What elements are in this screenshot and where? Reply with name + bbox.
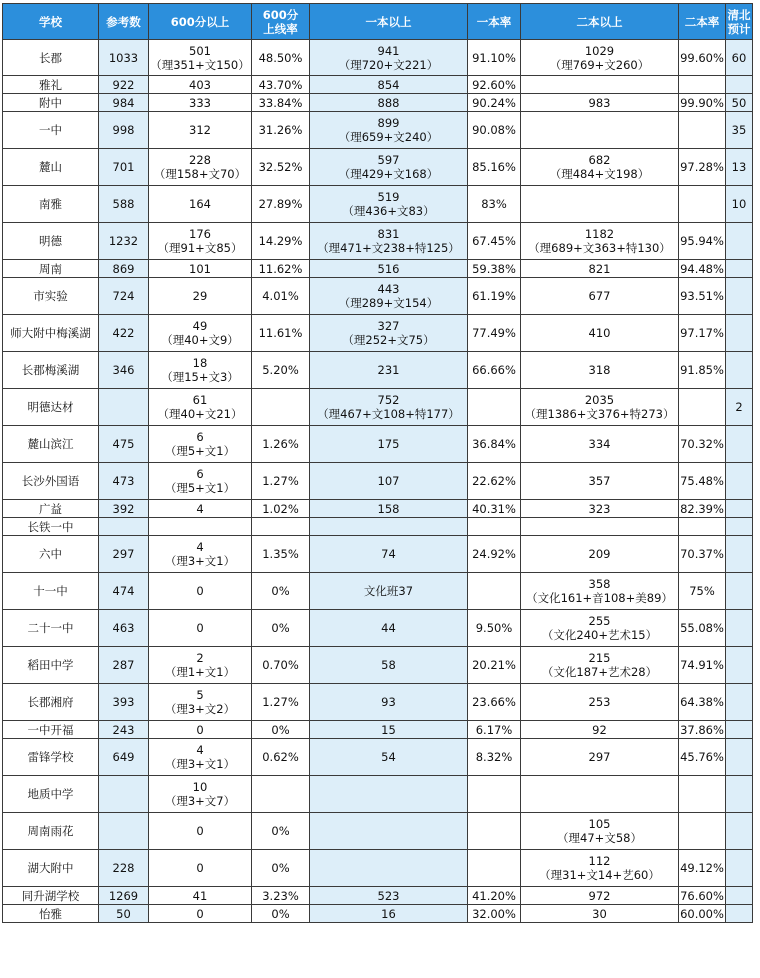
cell-school: 长铁一中 xyxy=(3,518,99,536)
cell-school: 雅礼 xyxy=(3,76,99,94)
cell-tier2-rate xyxy=(679,389,726,426)
cell-tier2-count: 297 xyxy=(521,739,679,776)
cell-tier2-count: 972 xyxy=(521,887,679,905)
table-row xyxy=(3,887,753,905)
cell-tier2-count: 1182 （理689+文363+特130） xyxy=(521,223,679,260)
table-row xyxy=(3,76,753,94)
header-qingbei-estimate: 清北 预计 xyxy=(726,4,753,40)
cell-school: 湖大附中 xyxy=(3,850,99,887)
cell-exam-count: 393 xyxy=(99,684,149,721)
cell-tier1-count: 16 xyxy=(310,905,468,923)
cell-tier2-count: 30 xyxy=(521,905,679,923)
cell-tier2-rate: 49.12% xyxy=(679,850,726,887)
table-row xyxy=(3,112,753,149)
cell-tier2-rate: 60.00% xyxy=(680,906,724,921)
cell-exam-count xyxy=(99,813,149,850)
cell-school: 长郡梅溪湖 xyxy=(3,352,99,389)
cell-rate-600: 0.62% xyxy=(252,739,310,776)
cell-tier1-rate: 85.16% xyxy=(468,149,521,186)
cell-qingbei-estimate xyxy=(726,887,753,905)
cell-tier1-rate xyxy=(468,813,521,850)
header-school: 学校 xyxy=(3,4,99,40)
cell-rate-600 xyxy=(252,389,310,426)
table-row xyxy=(3,721,753,739)
cell-tier2-rate xyxy=(679,186,726,223)
cell-tier1-count: 54 xyxy=(310,739,468,776)
cell-above-600: 2 （理1+文1） xyxy=(149,647,252,684)
cell-tier2-rate: 70.32% xyxy=(679,426,726,463)
cell-tier2-rate: 97.17% xyxy=(679,315,726,352)
cell-exam-count: 724 xyxy=(99,278,149,315)
cell-qingbei-estimate xyxy=(726,352,753,389)
cell-school: 二十一中 xyxy=(3,610,99,647)
cell-school: 地质中学 xyxy=(3,776,99,813)
cell-tier1-rate: 90.24% xyxy=(468,94,521,112)
cell-tier2-count: 677 xyxy=(521,278,679,315)
cell-rate-600: 0% xyxy=(252,813,310,850)
cell-rate-600: 0% xyxy=(252,905,310,923)
cell-tier1-rate: 91.10% xyxy=(468,40,521,76)
cell-qingbei-estimate xyxy=(726,76,753,94)
cell-exam-count: 474 xyxy=(99,573,149,610)
cell-tier1-count: 327 （理252+文75） xyxy=(310,315,468,352)
cell-tier1-count: 899 （理659+文240） xyxy=(310,112,468,149)
cell-tier2-count: 255 （文化240+艺术15） xyxy=(521,610,679,647)
cell-above-600: 0 xyxy=(149,610,252,647)
cell-qingbei-estimate xyxy=(726,610,753,647)
cell-tier1-rate: 66.66% xyxy=(468,352,521,389)
cell-tier1-count: 74 xyxy=(310,536,468,573)
cell-rate-600: 32.52% xyxy=(252,149,310,186)
cell-tier1-rate xyxy=(468,518,521,536)
table-body xyxy=(3,40,753,923)
cell-tier1-count: 854 xyxy=(310,76,468,94)
cell-above-600: 176 （理91+文85） xyxy=(149,223,252,260)
cell-exam-count: 869 xyxy=(99,260,149,278)
cell-tier1-count: 58 xyxy=(310,647,468,684)
cell-above-600: 0 xyxy=(149,905,252,923)
cell-tier1-rate: 6.17% xyxy=(468,721,521,739)
cell-tier1-count xyxy=(310,776,468,813)
table-row xyxy=(3,315,753,352)
cell-school: 稻田中学 xyxy=(3,647,99,684)
cell-school: 长郡 xyxy=(3,40,99,76)
cell-exam-count: 701 xyxy=(99,149,149,186)
cell-tier2-count xyxy=(521,112,679,149)
table-row xyxy=(3,850,753,887)
table-row xyxy=(3,260,753,278)
cell-tier2-count xyxy=(521,776,679,813)
cell-tier1-rate xyxy=(468,389,521,426)
cell-tier1-rate: 36.84% xyxy=(468,426,521,463)
cell-tier1-count: 44 xyxy=(310,610,468,647)
cell-qingbei-estimate xyxy=(726,776,753,813)
cell-tier1-count xyxy=(310,813,468,850)
cell-tier1-rate: 32.00% xyxy=(468,905,521,923)
cell-exam-count: 1269 xyxy=(99,887,149,905)
cell-tier2-rate: 99.60% xyxy=(679,40,726,76)
cell-tier2-rate: 70.37% xyxy=(679,536,726,573)
header-above-600: 600分以上 xyxy=(149,4,252,40)
cell-tier2-count: 215 （文化187+艺术28） xyxy=(521,647,679,684)
cell-above-600: 312 xyxy=(149,112,252,149)
cell-tier2-rate: 75% xyxy=(679,573,726,610)
cell-tier2-rate: 64.38% xyxy=(679,684,726,721)
cell-qingbei-estimate xyxy=(726,315,753,352)
cell-tier1-rate: 59.38% xyxy=(468,260,521,278)
cell-tier1-rate: 61.19% xyxy=(468,278,521,315)
cell-tier1-rate: 41.20% xyxy=(468,887,521,905)
cell-qingbei-estimate xyxy=(726,684,753,721)
table-row xyxy=(3,536,753,573)
table-row xyxy=(3,426,753,463)
cell-school: 明德达材 xyxy=(3,389,99,426)
cell-above-600: 10 （理3+文7） xyxy=(149,776,252,813)
cell-tier1-rate: 23.66% xyxy=(468,684,521,721)
cell-tier1-count: 831 （理471+文238+特125） xyxy=(310,223,468,260)
cell-tier1-count: 158 xyxy=(310,500,468,518)
cell-rate-600: 27.89% xyxy=(252,186,310,223)
cell-tier1-count: 443 （理289+文154） xyxy=(310,278,468,315)
cell-qingbei-estimate xyxy=(726,518,753,536)
cell-school: 一中 xyxy=(3,112,99,149)
cell-tier2-count xyxy=(521,518,679,536)
cell-tier2-rate: 55.08% xyxy=(679,610,726,647)
cell-rate-600: 1.26% xyxy=(252,426,310,463)
cell-tier1-rate: 9.50% xyxy=(468,610,521,647)
cell-above-600: 0 xyxy=(149,721,252,739)
cell-qingbei-estimate xyxy=(726,647,753,684)
table-row xyxy=(3,500,753,518)
cell-exam-count: 392 xyxy=(99,500,149,518)
cell-tier1-count: 231 xyxy=(310,352,468,389)
cell-school: 附中 xyxy=(3,94,99,112)
cell-tier2-rate: 75.48% xyxy=(679,463,726,500)
cell-rate-600: 31.26% xyxy=(252,112,310,149)
cell-tier2-count: 983 xyxy=(521,94,679,112)
cell-rate-600: 1.27% xyxy=(252,463,310,500)
cell-tier1-rate: 77.49% xyxy=(468,315,521,352)
header-row xyxy=(3,4,753,40)
cell-tier1-count: 888 xyxy=(310,94,468,112)
cell-qingbei-estimate xyxy=(726,500,753,518)
cell-tier1-rate: 8.32% xyxy=(468,739,521,776)
cell-above-600: 5 （理3+文2） xyxy=(149,684,252,721)
cell-rate-600: 11.61% xyxy=(252,315,310,352)
cell-school: 六中 xyxy=(3,536,99,573)
cell-school: 长沙外国语 xyxy=(3,463,99,500)
cell-rate-600: 1.27% xyxy=(252,684,310,721)
cell-tier1-count: 597 （理429+文168） xyxy=(310,149,468,186)
table-row xyxy=(3,684,753,721)
cell-tier2-rate xyxy=(679,776,726,813)
table-row xyxy=(3,352,753,389)
cell-qingbei-estimate xyxy=(726,223,753,260)
cell-exam-count: 649 xyxy=(99,739,149,776)
cell-qingbei-estimate: 35 xyxy=(726,112,753,149)
cell-tier2-count: 2035 （理1386+文376+特273） xyxy=(521,389,679,426)
cell-tier2-rate xyxy=(679,518,726,536)
cell-rate-600: 0% xyxy=(252,850,310,887)
table-row xyxy=(3,573,753,610)
cell-above-600: 4 xyxy=(149,500,252,518)
cell-exam-count: 1033 xyxy=(99,40,149,76)
cell-rate-600: 33.84% xyxy=(252,94,310,112)
cell-above-600: 164 xyxy=(149,186,252,223)
cell-tier1-count: 523 xyxy=(310,887,468,905)
cell-qingbei-estimate: 10 xyxy=(726,186,753,223)
cell-exam-count: 475 xyxy=(99,426,149,463)
cell-tier2-rate xyxy=(679,112,726,149)
cell-tier2-count xyxy=(521,76,679,94)
header-tier2-rate: 二本率 xyxy=(679,4,726,40)
cell-tier1-rate: 83% xyxy=(468,186,521,223)
cell-exam-count xyxy=(99,518,149,536)
header-rate-600: 600分 上线率 xyxy=(252,4,310,40)
cell-exam-count: 346 xyxy=(99,352,149,389)
cell-tier1-count: 516 xyxy=(310,260,468,278)
cell-tier2-count: 821 xyxy=(521,260,679,278)
table-row xyxy=(3,186,753,223)
cell-exam-count: 922 xyxy=(99,76,149,94)
cell-tier1-count: 15 xyxy=(310,721,468,739)
cell-qingbei-estimate xyxy=(726,278,753,315)
cell-qingbei-estimate xyxy=(726,536,753,573)
cell-above-600: 18 （理15+文3） xyxy=(149,352,252,389)
cell-tier1-count: 93 xyxy=(310,684,468,721)
cell-exam-count: 50 xyxy=(99,905,149,923)
header-tier2-count: 二本以上 xyxy=(521,4,679,40)
cell-tier2-count: 1029 （理769+文260） xyxy=(521,40,679,76)
cell-tier2-rate: 82.39% xyxy=(680,501,724,516)
header-tier1-rate: 一本率 xyxy=(468,4,521,40)
cell-school: 广益 xyxy=(3,500,99,518)
cell-tier2-count: 253 xyxy=(521,684,679,721)
cell-above-600: 4 （理3+文1） xyxy=(149,739,252,776)
cell-tier1-rate: 24.92% xyxy=(468,536,521,573)
cell-qingbei-estimate xyxy=(726,813,753,850)
cell-tier1-count: 519 （理436+文83） xyxy=(310,186,468,223)
cell-qingbei-estimate xyxy=(726,721,753,739)
cell-qingbei-estimate: 60 xyxy=(726,40,753,76)
cell-qingbei-estimate: 50 xyxy=(726,94,753,112)
table-row xyxy=(3,463,753,500)
cell-exam-count: 422 xyxy=(99,315,149,352)
cell-tier2-count: 323 xyxy=(521,500,679,518)
cell-above-600: 6 （理5+文1） xyxy=(149,426,252,463)
cell-rate-600: 11.62% xyxy=(252,260,310,278)
cell-school: 南雅 xyxy=(3,186,99,223)
results-table xyxy=(2,3,753,923)
cell-tier1-rate: 20.21% xyxy=(468,647,521,684)
cell-rate-600: 0% xyxy=(252,573,310,610)
cell-qingbei-estimate xyxy=(726,573,753,610)
table-row xyxy=(3,94,753,112)
cell-school: 周南雨花 xyxy=(3,813,99,850)
cell-school: 周南 xyxy=(3,260,99,278)
cell-tier1-rate: 90.08% xyxy=(468,112,521,149)
cell-above-600: 4 （理3+文1） xyxy=(149,536,252,573)
cell-exam-count: 588 xyxy=(99,186,149,223)
cell-above-600: 101 xyxy=(149,260,252,278)
cell-exam-count: 473 xyxy=(99,463,149,500)
cell-qingbei-estimate: 2 xyxy=(726,389,753,426)
table-row xyxy=(3,813,753,850)
cell-exam-count: 463 xyxy=(99,610,149,647)
cell-above-600: 228 （理158+文70） xyxy=(149,149,252,186)
cell-tier2-rate: 95.94% xyxy=(679,223,726,260)
table-row xyxy=(3,610,753,647)
cell-rate-600: 14.29% xyxy=(252,223,310,260)
cell-tier2-rate: 93.51% xyxy=(679,278,726,315)
cell-school: 十一中 xyxy=(3,573,99,610)
cell-rate-600: 1.35% xyxy=(252,536,310,573)
table-row xyxy=(3,389,753,426)
cell-tier2-rate: 99.90% xyxy=(680,95,724,110)
header-tier1-count: 一本以上 xyxy=(310,4,468,40)
cell-rate-600: 5.20% xyxy=(252,352,310,389)
cell-above-600: 49 （理40+文9） xyxy=(149,315,252,352)
cell-tier2-count: 105 （理47+文58） xyxy=(521,813,679,850)
cell-tier1-rate: 40.31% xyxy=(468,500,521,518)
cell-above-600: 0 xyxy=(149,850,252,887)
cell-school: 长郡湘府 xyxy=(3,684,99,721)
cell-rate-600: 3.23% xyxy=(252,887,310,905)
cell-school: 麓山 xyxy=(3,149,99,186)
cell-exam-count: 228 xyxy=(99,850,149,887)
cell-rate-600: 4.01% xyxy=(252,278,310,315)
cell-exam-count: 1232 xyxy=(99,223,149,260)
cell-school: 市实验 xyxy=(3,278,99,315)
cell-rate-600: 0% xyxy=(252,721,310,739)
cell-tier2-count: 358 （文化161+音108+美89） xyxy=(521,573,679,610)
table-row xyxy=(3,905,753,923)
cell-above-600: 403 xyxy=(149,76,252,94)
cell-school: 明德 xyxy=(3,223,99,260)
cell-qingbei-estimate: 13 xyxy=(726,149,753,186)
cell-school: 麓山滨江 xyxy=(3,426,99,463)
cell-tier1-rate xyxy=(468,850,521,887)
table-row xyxy=(3,223,753,260)
cell-school: 雷锋学校 xyxy=(3,739,99,776)
cell-school: 怡雅 xyxy=(3,905,99,923)
cell-tier1-rate: 92.60% xyxy=(468,76,521,94)
cell-qingbei-estimate xyxy=(726,739,753,776)
cell-rate-600: 0.70% xyxy=(252,647,310,684)
table-row xyxy=(3,739,753,776)
cell-tier2-count: 112 （理31+文14+艺60） xyxy=(521,850,679,887)
cell-tier2-count: 334 xyxy=(521,426,679,463)
cell-rate-600: 0% xyxy=(252,610,310,647)
cell-tier1-count: 941 （理720+文221） xyxy=(310,40,468,76)
cell-tier1-count: 文化班37 xyxy=(310,573,468,610)
cell-tier1-count: 752 （理467+文108+特177） xyxy=(310,389,468,426)
cell-above-600: 0 xyxy=(149,813,252,850)
cell-tier2-count: 318 xyxy=(521,352,679,389)
table-row xyxy=(3,518,753,536)
cell-above-600: 29 xyxy=(149,278,252,315)
cell-tier2-rate: 37.86% xyxy=(680,722,724,737)
table-row xyxy=(3,149,753,186)
cell-above-600: 333 xyxy=(149,94,252,112)
cell-qingbei-estimate xyxy=(726,850,753,887)
cell-tier2-count: 357 xyxy=(521,463,679,500)
table-row xyxy=(3,278,753,315)
cell-qingbei-estimate xyxy=(726,260,753,278)
cell-school: 师大附中梅溪湖 xyxy=(3,315,99,352)
cell-above-600: 61 （理40+文21） xyxy=(149,389,252,426)
cell-rate-600 xyxy=(252,518,310,536)
cell-rate-600 xyxy=(252,776,310,813)
cell-tier2-rate: 76.60% xyxy=(680,888,724,903)
cell-tier2-count: 410 xyxy=(521,315,679,352)
cell-tier2-count: 209 xyxy=(521,536,679,573)
cell-tier2-count: 92 xyxy=(521,721,679,739)
cell-above-600 xyxy=(149,518,252,536)
cell-exam-count: 297 xyxy=(99,536,149,573)
cell-exam-count: 984 xyxy=(99,94,149,112)
cell-above-600: 0 xyxy=(149,573,252,610)
cell-tier1-rate xyxy=(468,776,521,813)
cell-tier1-count: 107 xyxy=(310,463,468,500)
cell-rate-600: 43.70% xyxy=(252,76,310,94)
table-row xyxy=(3,776,753,813)
cell-tier2-rate: 94.48% xyxy=(680,261,724,276)
cell-tier1-rate xyxy=(468,573,521,610)
cell-tier2-count xyxy=(521,186,679,223)
cell-above-600: 41 xyxy=(149,887,252,905)
table-row xyxy=(3,647,753,684)
cell-exam-count: 287 xyxy=(99,647,149,684)
cell-exam-count xyxy=(99,776,149,813)
cell-tier2-rate xyxy=(679,813,726,850)
cell-qingbei-estimate xyxy=(726,905,753,923)
cell-rate-600: 1.02% xyxy=(252,500,310,518)
cell-tier2-rate: 45.76% xyxy=(679,739,726,776)
cell-tier2-rate: 91.85% xyxy=(679,352,726,389)
cell-tier1-rate: 67.45% xyxy=(468,223,521,260)
cell-qingbei-estimate xyxy=(726,426,753,463)
cell-rate-600: 48.50% xyxy=(252,40,310,76)
header-exam-count: 参考数 xyxy=(99,4,149,40)
cell-exam-count: 998 xyxy=(99,112,149,149)
cell-tier2-rate xyxy=(679,76,726,94)
cell-tier1-count xyxy=(310,850,468,887)
cell-above-600: 501 （理351+文150） xyxy=(149,40,252,76)
cell-exam-count xyxy=(99,389,149,426)
table-row xyxy=(3,40,753,76)
cell-above-600: 6 （理5+文1） xyxy=(149,463,252,500)
cell-exam-count: 243 xyxy=(99,721,149,739)
cell-tier2-rate: 97.28% xyxy=(679,149,726,186)
cell-school: 一中开福 xyxy=(3,721,99,739)
cell-tier1-count xyxy=(310,518,468,536)
cell-tier1-rate: 22.62% xyxy=(468,463,521,500)
cell-tier2-count: 682 （理484+文198） xyxy=(521,149,679,186)
cell-tier2-rate: 74.91% xyxy=(679,647,726,684)
cell-tier1-count: 175 xyxy=(310,426,468,463)
cell-school: 同升湖学校 xyxy=(3,887,99,905)
cell-qingbei-estimate xyxy=(726,463,753,500)
